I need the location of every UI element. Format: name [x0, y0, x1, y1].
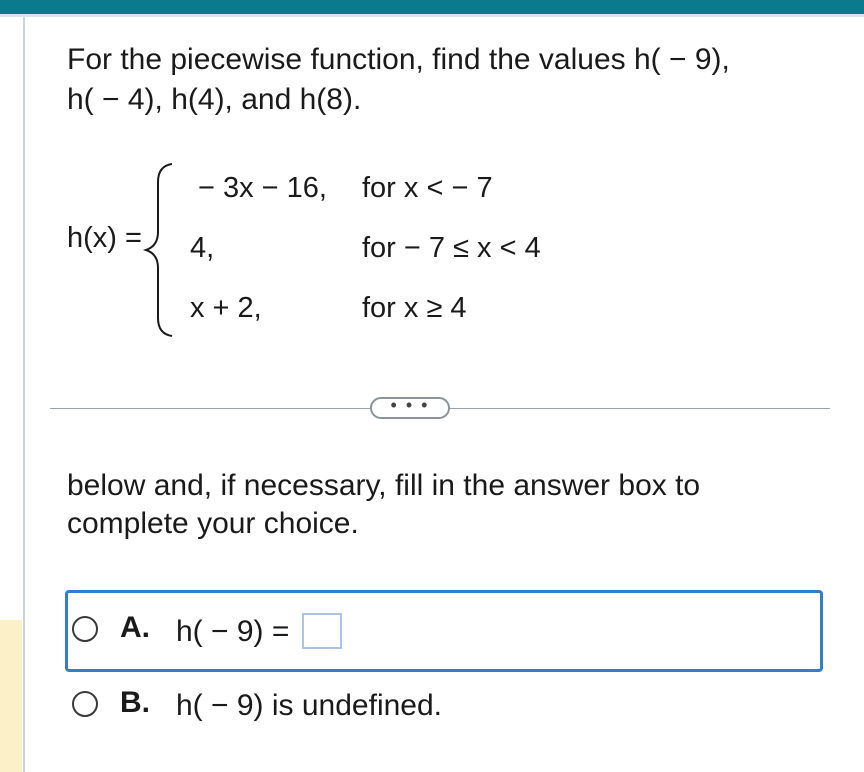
show-more-button[interactable]: • • •: [370, 397, 450, 419]
answer-input-box[interactable]: [302, 613, 342, 649]
question-line-2: h( − 4), h(4), and h(8).: [67, 83, 362, 116]
top-bar: [0, 0, 864, 14]
instructions-text: [67, 467, 700, 543]
top-divider: [0, 14, 864, 17]
case-3-condition: for x ≥ 4: [362, 292, 467, 324]
instructions-line-1: below and, if necessary, fill in the answer box to: [67, 469, 701, 502]
left-highlight-strip: [0, 620, 22, 772]
choice-a-letter: A.: [120, 611, 150, 644]
case-1-expression: − 3x − 16,: [198, 172, 327, 204]
choice-b-radio[interactable]: [72, 691, 98, 717]
choice-b-letter: B.: [120, 686, 150, 719]
left-brace-icon: [140, 160, 180, 340]
case-3-expression: x + 2,: [190, 292, 262, 324]
left-border: [23, 17, 25, 772]
choice-a-text: h( − 9) =: [176, 615, 290, 648]
choice-a-radio[interactable]: [72, 616, 98, 642]
question-line-1: For the piecewise function, find the values h( − 9),: [67, 43, 730, 76]
instructions-line-2: complete your choice.: [67, 507, 359, 540]
choice-b[interactable]: [65, 676, 823, 736]
choice-b-text: h( − 9) is undefined.: [176, 689, 443, 722]
case-1-condition: for x < − 7: [362, 172, 493, 204]
function-lhs: h(x) =: [67, 222, 142, 254]
choice-a[interactable]: [65, 590, 823, 672]
case-2-expression: 4,: [190, 232, 215, 264]
case-2-condition: for − 7 ≤ x < 4: [362, 232, 541, 264]
question-text: [67, 40, 730, 120]
